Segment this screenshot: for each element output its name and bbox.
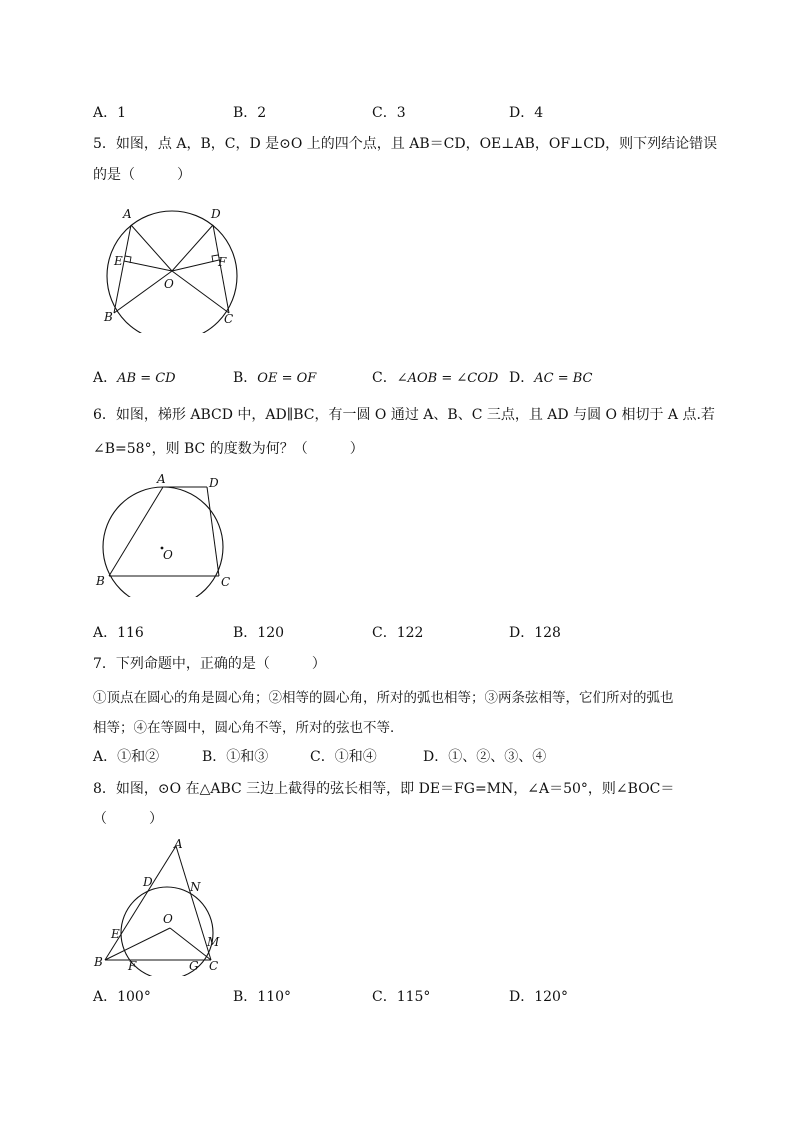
q7-body-line1: ①顶点在圆心的角是圆心角；②相等的圆心角，所对的弧也相等；③两条弦相等，它们所对的弧也 (93, 690, 674, 706)
q4-option-a[interactable]: A．1 (93, 105, 127, 121)
q5-option-b-text: OE = OF (257, 371, 317, 386)
q8-option-a[interactable]: A．100° (93, 989, 151, 1005)
q6-option-a[interactable]: A．116 (93, 625, 144, 641)
q7-option-b[interactable]: B．①和③ (202, 749, 269, 765)
q7-body-line2: 相等；④在等圆中，圆心角不等，所对的弦也不等． (93, 720, 404, 736)
q8-stem-line2: （ ） (93, 811, 163, 827)
q5-option-c[interactable] (372, 367, 498, 387)
q7-option-c[interactable]: C．①和④ (310, 749, 377, 765)
q6-option-c[interactable]: C．122 (372, 625, 424, 641)
q5-figure (95, 203, 255, 333)
q8-label-d: D (143, 875, 153, 889)
q8-label-m: M (207, 935, 220, 949)
q8-option-c[interactable]: C．115° (372, 989, 431, 1005)
q8-label-n: N (190, 880, 201, 894)
q6-label-a: A (157, 472, 166, 486)
q5-label-c: C (224, 312, 234, 326)
q6-label-d: D (209, 476, 219, 490)
q6-option-b[interactable]: B．120 (233, 625, 285, 641)
q5-label-e: E (114, 254, 123, 268)
q6-label-c: C (221, 575, 231, 589)
q8-label-f: F (128, 959, 137, 973)
q5-option-a-text: AB = CD (117, 371, 176, 386)
q5-stem-line1: 5．如图，点 A，B，C，D 是⊙O 上的四个点，且 AB＝CD，OE⊥AB，OF⊥CD，则下列结论错误 (93, 136, 718, 152)
q8-label-o: O (163, 912, 173, 926)
q5-option-a-letter: A． (93, 370, 118, 386)
q8-label-b: B (94, 955, 103, 969)
q5-label-o: O (164, 277, 174, 291)
q4-option-d[interactable]: D．4 (509, 105, 544, 121)
q5-option-b[interactable] (233, 367, 316, 387)
q5-option-d[interactable] (509, 367, 592, 387)
q7-stem: 7．下列命题中，正确的是（ ） (93, 656, 326, 672)
q4-option-b[interactable]: B．2 (233, 105, 267, 121)
q5-option-a[interactable] (93, 367, 176, 387)
q5-label-a: A (123, 207, 132, 221)
q5-option-d-letter: D． (509, 370, 535, 386)
q8-label-g: G (189, 959, 199, 973)
q5-option-b-letter: B． (233, 370, 258, 386)
q6-figure (93, 472, 243, 597)
q6-label-o: O (163, 548, 173, 562)
q6-option-d[interactable]: D．128 (509, 625, 561, 641)
q6-stem-line2: ∠B=58°，则 BC 的度数为何？（ ） (93, 441, 364, 457)
q4-option-c[interactable]: C．3 (372, 105, 406, 121)
q7-option-a[interactable]: A．①和② (93, 749, 160, 765)
q7-option-d[interactable]: D．①、②、③、④ (423, 749, 547, 765)
q8-label-c: C (209, 959, 219, 973)
q8-option-d[interactable]: D．120° (509, 989, 568, 1005)
q8-option-b[interactable]: B．110° (233, 989, 292, 1005)
q5-stem-line2: 的是（ ） (93, 167, 191, 183)
q5-label-d: D (211, 207, 221, 221)
q5-option-c-text: ∠AOB = ∠COD (396, 371, 499, 386)
q5-option-d-text: AC = BC (534, 371, 593, 386)
q6-stem-line1: 6．如图，梯形 ABCD 中，AD∥BC，有一圆 O 通过 A、B、C 三点，且 AD 与圆 O 相切于 A 点.若 (93, 407, 715, 423)
q8-label-e: E (111, 927, 120, 941)
q8-stem-line1: 8．如图，⊙O 在△ABC 三边上截得的弦长相等，即 DE＝FG=MN，∠A＝50°，则∠BOC＝ (93, 781, 675, 797)
q6-label-b: B (96, 574, 105, 588)
q5-label-f: F (218, 255, 227, 269)
q8-label-a: A (174, 837, 183, 851)
q5-option-c-letter: C． (372, 370, 397, 386)
q8-figure (92, 836, 232, 976)
q5-label-b: B (104, 310, 113, 324)
